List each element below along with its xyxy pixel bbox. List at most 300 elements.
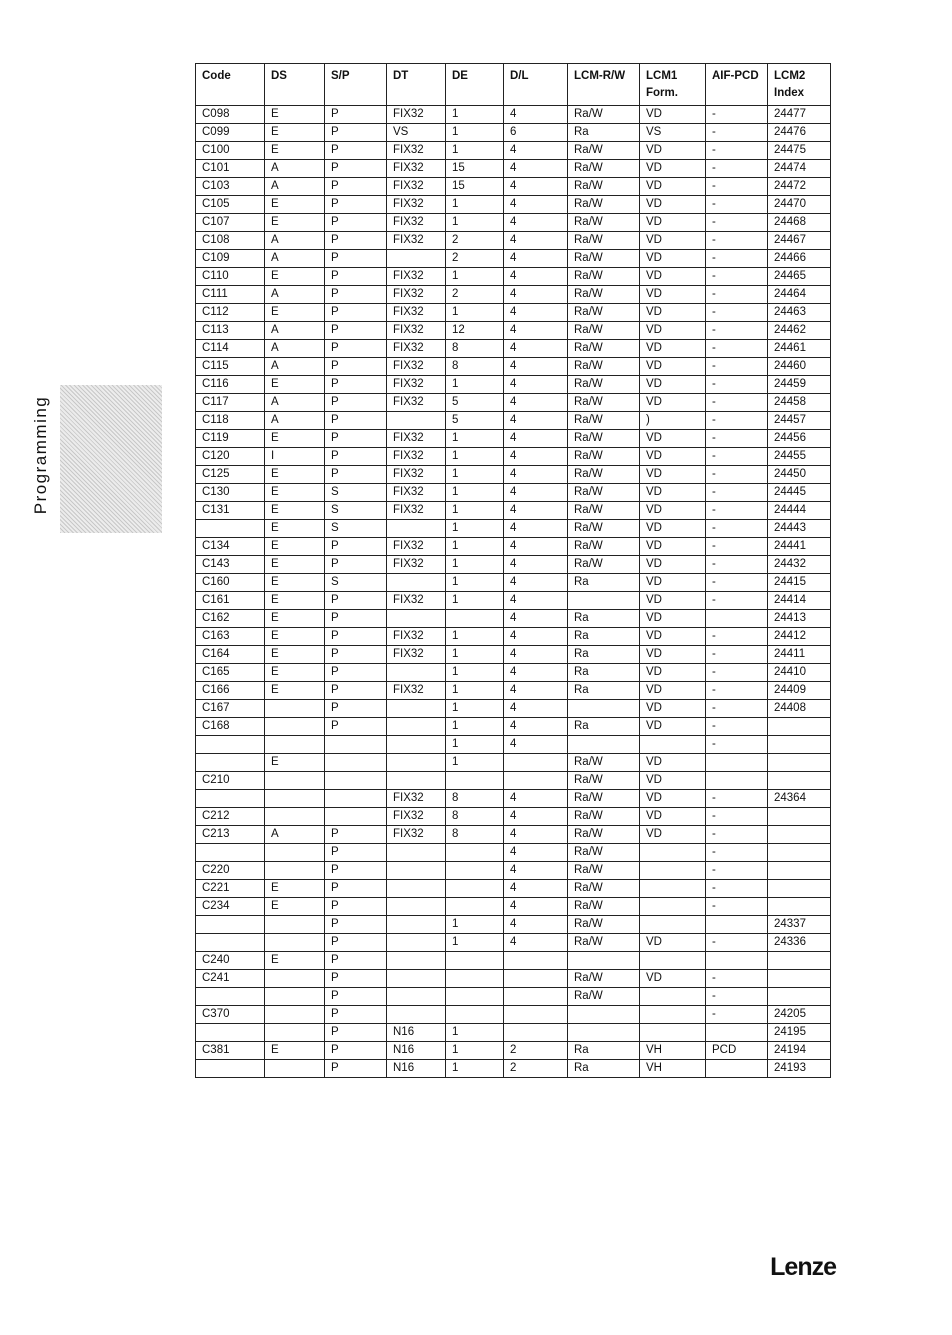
table-row bbox=[196, 268, 831, 286]
table-cell: 24205 bbox=[768, 1006, 831, 1024]
table-cell: Ra/W bbox=[568, 502, 640, 520]
table-cell: Ra/W bbox=[568, 466, 640, 484]
table-cell: C103 bbox=[196, 178, 265, 196]
table-row bbox=[196, 1042, 831, 1060]
table-cell: E bbox=[265, 898, 325, 916]
table-cell: 4 bbox=[504, 682, 568, 700]
table-cell bbox=[446, 862, 504, 880]
table-cell: VD bbox=[640, 430, 706, 448]
table-cell: - bbox=[706, 448, 768, 466]
table-cell: FIX32 bbox=[387, 430, 446, 448]
column-header: Code bbox=[196, 64, 265, 106]
table-cell: 1 bbox=[446, 466, 504, 484]
table-cell: P bbox=[325, 340, 387, 358]
table-cell bbox=[196, 988, 265, 1006]
table-cell: Ra/W bbox=[568, 844, 640, 862]
column-header: S/P bbox=[325, 64, 387, 106]
table-cell: E bbox=[265, 754, 325, 772]
table-cell: Ra/W bbox=[568, 340, 640, 358]
table-cell: S bbox=[325, 574, 387, 592]
table-cell bbox=[325, 772, 387, 790]
table-cell: A bbox=[265, 160, 325, 178]
table-cell: C220 bbox=[196, 862, 265, 880]
table-cell: 24472 bbox=[768, 178, 831, 196]
table-cell: 4 bbox=[504, 826, 568, 844]
table-cell bbox=[387, 574, 446, 592]
table-cell: C240 bbox=[196, 952, 265, 970]
table-cell bbox=[387, 736, 446, 754]
table-cell: 1 bbox=[446, 376, 504, 394]
table-cell: E bbox=[265, 196, 325, 214]
table-cell bbox=[387, 952, 446, 970]
table-cell: E bbox=[265, 664, 325, 682]
column-header: D/L bbox=[504, 64, 568, 106]
table-cell: 4 bbox=[504, 628, 568, 646]
table-cell: - bbox=[706, 286, 768, 304]
table-cell: 1 bbox=[446, 124, 504, 142]
table-row bbox=[196, 430, 831, 448]
table-row bbox=[196, 322, 831, 340]
table-cell: 1 bbox=[446, 196, 504, 214]
table-cell: 8 bbox=[446, 808, 504, 826]
table-cell: C234 bbox=[196, 898, 265, 916]
table-cell bbox=[387, 898, 446, 916]
table-cell: C165 bbox=[196, 664, 265, 682]
table-cell: 1 bbox=[446, 538, 504, 556]
table-cell: 24441 bbox=[768, 538, 831, 556]
table-cell: C164 bbox=[196, 646, 265, 664]
table-cell: 1 bbox=[446, 916, 504, 934]
table-cell bbox=[706, 952, 768, 970]
table-row bbox=[196, 736, 831, 754]
table-cell: 4 bbox=[504, 250, 568, 268]
table-cell: Ra/W bbox=[568, 142, 640, 160]
table-cell: E bbox=[265, 592, 325, 610]
table-cell: 24444 bbox=[768, 502, 831, 520]
table-cell: 6 bbox=[504, 124, 568, 142]
table-cell: P bbox=[325, 826, 387, 844]
table-cell bbox=[504, 970, 568, 988]
table-row bbox=[196, 556, 831, 574]
table-cell: VD bbox=[640, 556, 706, 574]
table-cell: E bbox=[265, 556, 325, 574]
table-cell bbox=[768, 970, 831, 988]
table-cell: 4 bbox=[504, 862, 568, 880]
table-cell bbox=[446, 988, 504, 1006]
table-row bbox=[196, 646, 831, 664]
table-cell bbox=[568, 700, 640, 718]
table-cell: - bbox=[706, 340, 768, 358]
table-cell: 4 bbox=[504, 160, 568, 178]
table-cell: FIX32 bbox=[387, 826, 446, 844]
table-cell: 1 bbox=[446, 304, 504, 322]
table-cell: Ra/W bbox=[568, 376, 640, 394]
table-cell: - bbox=[706, 322, 768, 340]
table-cell bbox=[768, 898, 831, 916]
table-cell: 1 bbox=[446, 502, 504, 520]
table-cell: P bbox=[325, 844, 387, 862]
table-cell: 4 bbox=[504, 808, 568, 826]
table-cell bbox=[768, 952, 831, 970]
table-cell: 4 bbox=[504, 448, 568, 466]
table-cell: VD bbox=[640, 142, 706, 160]
table-cell: E bbox=[265, 520, 325, 538]
table-cell: Ra/W bbox=[568, 106, 640, 124]
table-cell bbox=[640, 1024, 706, 1042]
table-cell: 15 bbox=[446, 178, 504, 196]
table-cell: Ra bbox=[568, 664, 640, 682]
table-cell: 24415 bbox=[768, 574, 831, 592]
table-cell: VD bbox=[640, 250, 706, 268]
table-cell: C119 bbox=[196, 430, 265, 448]
table-cell: 1 bbox=[446, 448, 504, 466]
table-cell: 24364 bbox=[768, 790, 831, 808]
table-cell bbox=[265, 808, 325, 826]
table-cell: VD bbox=[640, 970, 706, 988]
table-row bbox=[196, 358, 831, 376]
table-cell: - bbox=[706, 970, 768, 988]
table-cell: VD bbox=[640, 484, 706, 502]
table-cell bbox=[768, 826, 831, 844]
table-cell: P bbox=[325, 430, 387, 448]
table-cell: VD bbox=[640, 232, 706, 250]
table-cell: - bbox=[706, 826, 768, 844]
table-cell: 4 bbox=[504, 556, 568, 574]
table-cell: Ra/W bbox=[568, 538, 640, 556]
table-cell: 2 bbox=[446, 232, 504, 250]
table-cell: 8 bbox=[446, 826, 504, 844]
table-cell bbox=[325, 790, 387, 808]
table-cell: N16 bbox=[387, 1024, 446, 1042]
table-row bbox=[196, 934, 831, 952]
table-cell: S bbox=[325, 484, 387, 502]
table-cell: 4 bbox=[504, 412, 568, 430]
table-cell bbox=[265, 844, 325, 862]
table-cell: C120 bbox=[196, 448, 265, 466]
table-cell: - bbox=[706, 124, 768, 142]
table-cell: A bbox=[265, 286, 325, 304]
table-row bbox=[196, 304, 831, 322]
table-cell bbox=[706, 610, 768, 628]
table-cell: 4 bbox=[504, 898, 568, 916]
table-cell: 4 bbox=[504, 646, 568, 664]
table-row bbox=[196, 898, 831, 916]
table-cell bbox=[265, 700, 325, 718]
table-cell: 24414 bbox=[768, 592, 831, 610]
table-cell: P bbox=[325, 178, 387, 196]
table-cell bbox=[265, 916, 325, 934]
table-cell bbox=[446, 898, 504, 916]
table-cell bbox=[640, 736, 706, 754]
table-cell: 2 bbox=[504, 1060, 568, 1078]
table-cell: FIX32 bbox=[387, 106, 446, 124]
table-cell: 4 bbox=[504, 736, 568, 754]
table-cell: 1 bbox=[446, 520, 504, 538]
table-cell: S bbox=[325, 502, 387, 520]
table-cell: 1 bbox=[446, 574, 504, 592]
table-cell bbox=[504, 1024, 568, 1042]
table-cell: FIX32 bbox=[387, 448, 446, 466]
table-cell bbox=[387, 520, 446, 538]
table-cell: C112 bbox=[196, 304, 265, 322]
table-row bbox=[196, 862, 831, 880]
table-cell: 4 bbox=[504, 394, 568, 412]
table-cell bbox=[325, 808, 387, 826]
table-cell: Ra/W bbox=[568, 862, 640, 880]
table-cell bbox=[640, 952, 706, 970]
table-cell bbox=[640, 844, 706, 862]
table-row bbox=[196, 106, 831, 124]
table-cell: 24409 bbox=[768, 682, 831, 700]
table-cell: E bbox=[265, 1042, 325, 1060]
table-cell bbox=[504, 1006, 568, 1024]
table-cell: - bbox=[706, 394, 768, 412]
table-cell: - bbox=[706, 538, 768, 556]
table-cell: 24459 bbox=[768, 376, 831, 394]
table-cell: C168 bbox=[196, 718, 265, 736]
table-row bbox=[196, 142, 831, 160]
table-cell: A bbox=[265, 250, 325, 268]
table-cell: - bbox=[706, 160, 768, 178]
column-header: LCM1 Form. bbox=[640, 64, 706, 106]
table-cell: - bbox=[706, 988, 768, 1006]
table-cell bbox=[265, 970, 325, 988]
table-cell bbox=[387, 664, 446, 682]
table-cell: Ra/W bbox=[568, 988, 640, 1006]
table-cell: Ra bbox=[568, 1060, 640, 1078]
table-cell: 24462 bbox=[768, 322, 831, 340]
table-cell: P bbox=[325, 592, 387, 610]
table-cell: 8 bbox=[446, 358, 504, 376]
table-cell: 2 bbox=[446, 286, 504, 304]
table-cell bbox=[706, 1024, 768, 1042]
table-cell: Ra bbox=[568, 718, 640, 736]
table-row bbox=[196, 700, 831, 718]
table-cell bbox=[196, 790, 265, 808]
table-cell: C101 bbox=[196, 160, 265, 178]
table-cell bbox=[568, 1006, 640, 1024]
table-cell: 1 bbox=[446, 682, 504, 700]
table-cell: C167 bbox=[196, 700, 265, 718]
table-cell: E bbox=[265, 106, 325, 124]
table-cell: C108 bbox=[196, 232, 265, 250]
table-cell bbox=[265, 718, 325, 736]
table-cell: A bbox=[265, 358, 325, 376]
table-cell bbox=[196, 844, 265, 862]
table-cell bbox=[768, 988, 831, 1006]
table-cell: VD bbox=[640, 754, 706, 772]
table-cell: FIX32 bbox=[387, 196, 446, 214]
table-cell: Ra/W bbox=[568, 790, 640, 808]
table-cell: 1 bbox=[446, 1042, 504, 1060]
table-cell: C221 bbox=[196, 880, 265, 898]
table-cell: E bbox=[265, 538, 325, 556]
table-cell bbox=[768, 844, 831, 862]
table-cell bbox=[640, 862, 706, 880]
table-cell: Ra/W bbox=[568, 304, 640, 322]
table-cell: E bbox=[265, 682, 325, 700]
lenze-logo: Lenze bbox=[770, 1253, 836, 1281]
table-cell: VD bbox=[640, 772, 706, 790]
table-row bbox=[196, 754, 831, 772]
table-cell: VD bbox=[640, 394, 706, 412]
table-cell: E bbox=[265, 646, 325, 664]
table-cell: 24463 bbox=[768, 304, 831, 322]
table-cell: FIX32 bbox=[387, 592, 446, 610]
table-cell: 24412 bbox=[768, 628, 831, 646]
table-cell: 8 bbox=[446, 340, 504, 358]
table-cell: P bbox=[325, 1006, 387, 1024]
table-cell: - bbox=[706, 466, 768, 484]
table-cell bbox=[640, 898, 706, 916]
table-cell: 2 bbox=[446, 250, 504, 268]
table-cell: - bbox=[706, 412, 768, 430]
table-cell: VD bbox=[640, 178, 706, 196]
table-cell: E bbox=[265, 124, 325, 142]
table-row bbox=[196, 286, 831, 304]
column-header: LCM2 Index bbox=[768, 64, 831, 106]
section-shade bbox=[60, 385, 162, 533]
table-cell: FIX32 bbox=[387, 268, 446, 286]
table-cell: 1 bbox=[446, 736, 504, 754]
table-cell: 24411 bbox=[768, 646, 831, 664]
table-cell: C131 bbox=[196, 502, 265, 520]
table-cell: Ra/W bbox=[568, 808, 640, 826]
table-cell: 24460 bbox=[768, 358, 831, 376]
table-cell bbox=[387, 754, 446, 772]
table-cell: VD bbox=[640, 466, 706, 484]
table-cell: 24476 bbox=[768, 124, 831, 142]
table-cell: VD bbox=[640, 322, 706, 340]
table-cell: C212 bbox=[196, 808, 265, 826]
table-cell: C162 bbox=[196, 610, 265, 628]
table-cell: P bbox=[325, 700, 387, 718]
table-cell: FIX32 bbox=[387, 142, 446, 160]
table-cell: P bbox=[325, 916, 387, 934]
table-cell: VS bbox=[640, 124, 706, 142]
table-cell: 1 bbox=[446, 268, 504, 286]
table-cell: C125 bbox=[196, 466, 265, 484]
table-cell: 1 bbox=[446, 556, 504, 574]
table-cell: VD bbox=[640, 592, 706, 610]
table-cell: VD bbox=[640, 538, 706, 556]
table-cell: 4 bbox=[504, 700, 568, 718]
table-cell bbox=[196, 916, 265, 934]
table-cell: Ra/W bbox=[568, 754, 640, 772]
table-cell: C117 bbox=[196, 394, 265, 412]
table-cell: E bbox=[265, 466, 325, 484]
table-cell: 4 bbox=[504, 178, 568, 196]
table-cell bbox=[640, 916, 706, 934]
table-cell: Ra bbox=[568, 646, 640, 664]
table-cell: 24413 bbox=[768, 610, 831, 628]
table-body bbox=[196, 106, 831, 1078]
table-cell: FIX32 bbox=[387, 394, 446, 412]
table-cell: 2 bbox=[504, 1042, 568, 1060]
table-cell: E bbox=[265, 502, 325, 520]
table-cell: P bbox=[325, 124, 387, 142]
table-cell: 4 bbox=[504, 376, 568, 394]
table-cell: P bbox=[325, 268, 387, 286]
table-cell: 24467 bbox=[768, 232, 831, 250]
table-cell: E bbox=[265, 628, 325, 646]
table-cell: Ra/W bbox=[568, 880, 640, 898]
table-cell: Ra bbox=[568, 628, 640, 646]
table-cell bbox=[387, 700, 446, 718]
table-cell: 24194 bbox=[768, 1042, 831, 1060]
table-cell: C161 bbox=[196, 592, 265, 610]
table-cell: 4 bbox=[504, 790, 568, 808]
table-cell: 4 bbox=[504, 430, 568, 448]
table-cell: A bbox=[265, 394, 325, 412]
table-cell: 24408 bbox=[768, 700, 831, 718]
table-cell: VD bbox=[640, 196, 706, 214]
table-cell: 24445 bbox=[768, 484, 831, 502]
table-cell: Ra bbox=[568, 682, 640, 700]
table-cell: VD bbox=[640, 628, 706, 646]
table-cell: - bbox=[706, 682, 768, 700]
table-cell bbox=[196, 520, 265, 538]
table-cell: 24457 bbox=[768, 412, 831, 430]
table-cell bbox=[387, 880, 446, 898]
table-cell bbox=[640, 988, 706, 1006]
table-cell: - bbox=[706, 268, 768, 286]
table-cell: E bbox=[265, 376, 325, 394]
table-cell: C110 bbox=[196, 268, 265, 286]
table-row bbox=[196, 1006, 831, 1024]
column-header: LCM-R/W bbox=[568, 64, 640, 106]
table-cell: 4 bbox=[504, 916, 568, 934]
table-row bbox=[196, 232, 831, 250]
table-cell: 4 bbox=[504, 502, 568, 520]
table-cell: 24410 bbox=[768, 664, 831, 682]
table-cell: VD bbox=[640, 934, 706, 952]
table-cell: N16 bbox=[387, 1042, 446, 1060]
table-cell: 4 bbox=[504, 106, 568, 124]
table-cell: FIX32 bbox=[387, 304, 446, 322]
table-cell: Ra/W bbox=[568, 970, 640, 988]
table-cell: P bbox=[325, 628, 387, 646]
table-cell: N16 bbox=[387, 1060, 446, 1078]
table-cell: P bbox=[325, 862, 387, 880]
table-cell: - bbox=[706, 934, 768, 952]
table-cell: C143 bbox=[196, 556, 265, 574]
table-cell: 4 bbox=[504, 286, 568, 304]
table-cell bbox=[446, 844, 504, 862]
table-cell: C213 bbox=[196, 826, 265, 844]
table-cell: - bbox=[706, 1006, 768, 1024]
table-cell: P bbox=[325, 1060, 387, 1078]
table-row bbox=[196, 592, 831, 610]
table-cell: Ra/W bbox=[568, 232, 640, 250]
table-cell: E bbox=[265, 880, 325, 898]
table-row bbox=[196, 214, 831, 232]
table-cell bbox=[196, 1024, 265, 1042]
table-cell: - bbox=[706, 430, 768, 448]
table-row bbox=[196, 610, 831, 628]
table-cell: 4 bbox=[504, 358, 568, 376]
table-cell: 1 bbox=[446, 214, 504, 232]
table-row bbox=[196, 466, 831, 484]
table-row bbox=[196, 826, 831, 844]
table-cell: 24461 bbox=[768, 340, 831, 358]
table-header bbox=[196, 64, 831, 106]
table-cell: VD bbox=[640, 358, 706, 376]
table-cell bbox=[504, 988, 568, 1006]
table-cell bbox=[387, 970, 446, 988]
table-cell bbox=[387, 916, 446, 934]
table-cell: - bbox=[706, 484, 768, 502]
